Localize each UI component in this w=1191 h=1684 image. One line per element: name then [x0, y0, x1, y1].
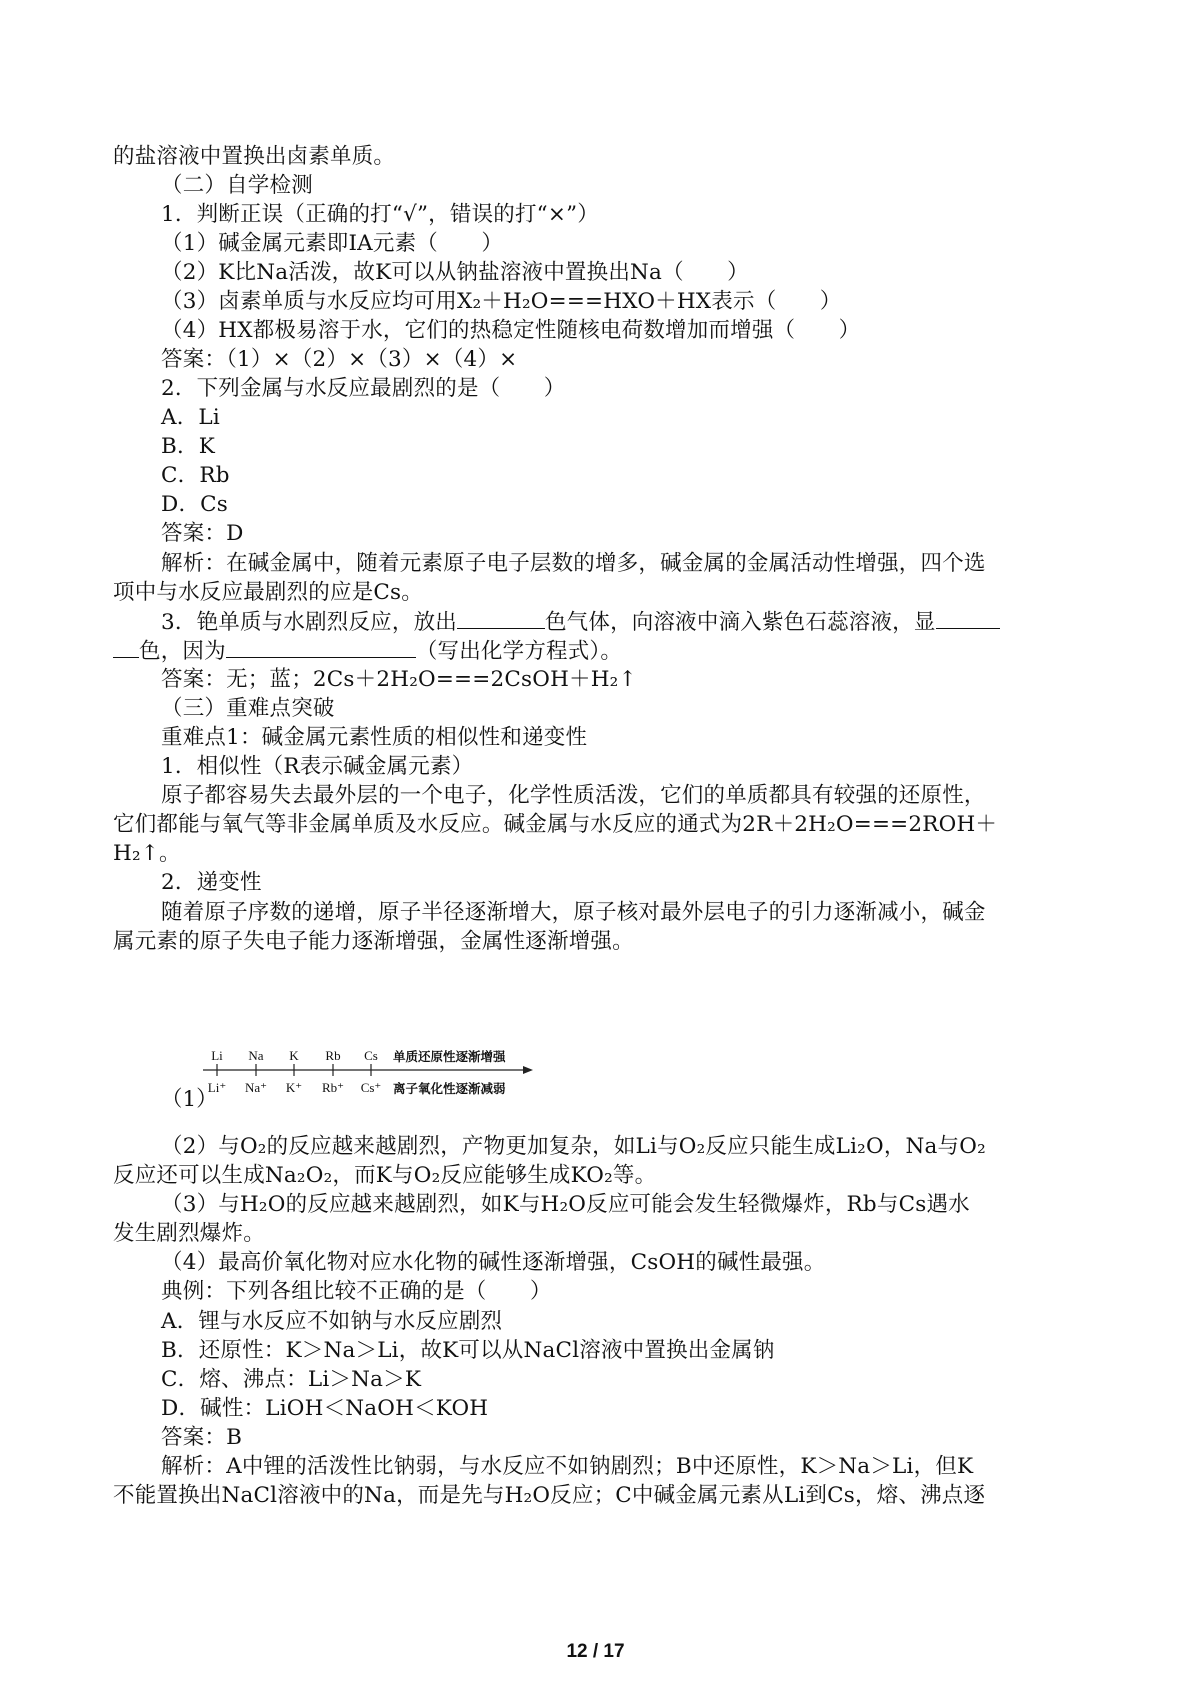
paragraph-line: 随着原子序数的递增，原子半径逐渐增大，原子核对最外层电子的引力逐渐减小，碱金 — [161, 900, 986, 925]
option-a: A．锂与水反应不如钠与水反应剧烈 — [161, 1309, 503, 1334]
paragraph-line: 原子都容易失去最外层的一个电子，化学性质活泼，它们的单质都具有较强的还原性， — [161, 783, 986, 808]
ion-label: Li⁺ — [207, 1080, 227, 1095]
option-c: C．熔、沸点：Li＞Na＞K — [161, 1367, 422, 1392]
option-c: C．Rb — [161, 463, 230, 488]
question-stem: 2．下列金属与水反应最剧烈的是（ ） — [161, 376, 566, 401]
fill-blank-question — [161, 608, 1141, 637]
answer-line: 答案：B — [161, 1425, 243, 1450]
topic-heading: 重难点1：碱金属元素性质的相似性和递变性 — [161, 725, 588, 750]
paragraph-line: （3）与H₂O的反应越来越剧烈，如K与H₂O反应可能会发生轻微爆炸，Rb与Cs遇水 — [161, 1192, 970, 1217]
question-item: （1）碱金属元素即ⅠA元素（ ） — [161, 231, 504, 256]
element-label: Na — [248, 1048, 264, 1063]
answer-blank — [226, 637, 416, 658]
answer-line: 答案：无；蓝；2Cs＋2H₂O===2CsOH＋H₂↑ — [161, 667, 637, 692]
option-d: D．碱性：LiOH＜NaOH＜KOH — [161, 1396, 489, 1421]
option-b: B．K — [161, 434, 215, 459]
element-label: Cs — [364, 1048, 378, 1063]
ion-label: K⁺ — [285, 1080, 303, 1095]
question-item: （4）HX都极易溶于水，它们的热稳定性随核电荷数增加而增强（ ） — [161, 318, 861, 343]
paragraph-line: 属元素的原子失电子能力逐渐增强，金属性逐渐增强。 — [113, 929, 634, 954]
option-b: B．还原性：K＞Na＞Li，故K可以从NaCl溶液中置换出金属钠 — [161, 1338, 775, 1363]
option-d: D．Cs — [161, 492, 229, 517]
arrow-head-icon — [523, 1066, 533, 1074]
section-heading: （三）重难点突破 — [161, 696, 335, 721]
answer-line: 答案：（1）×（2）×（3）×（4）× — [161, 347, 518, 372]
paragraph-line: （2）与O₂的反应越来越剧烈，产物更加复杂，如Li与O₂反应只能生成Li₂O，Na与O₂ — [161, 1134, 986, 1159]
example-stem: 典例：下列各组比较不正确的是（ ） — [161, 1279, 552, 1304]
question-stem: 1．判断正误（正确的打“√”，错误的打“×”） — [161, 202, 599, 227]
answer-line: 答案：D — [161, 521, 244, 546]
element-label: Rb — [325, 1048, 341, 1063]
element-label: Li — [211, 1048, 223, 1063]
paragraph-line: H₂↑。 — [113, 841, 181, 866]
subheading: 2．递变性 — [161, 870, 262, 895]
question-item: （3）卤素单质与水反应均可用X₂＋H₂O===HXO＋HX表示（ ） — [161, 289, 842, 314]
ion-label: Rb⁺ — [321, 1080, 345, 1095]
trend-diagram — [161, 1046, 591, 1112]
page-number: 12 / 17 — [566, 1641, 625, 1662]
paragraph-line: 反应还可以生成Na₂O₂，而K与O₂反应能够生成KO₂等。 — [113, 1163, 657, 1188]
section-heading: （二）自学检测 — [161, 173, 313, 198]
option-a: A．Li — [161, 405, 220, 430]
item-number: （1） — [161, 1087, 218, 1112]
question-text: 3．铯单质与水剧烈反应，放出 — [161, 610, 457, 635]
answer-blank — [457, 608, 545, 629]
ion-label: Cs⁺ — [360, 1080, 382, 1095]
question-item: （2）K比Na活泼，故K可以从钠盐溶液中置换出Na（ ） — [161, 260, 749, 285]
trend-caption-bottom: 离子氧化性逐渐减弱 — [393, 1081, 506, 1096]
element-label: K — [289, 1048, 299, 1063]
trend-caption-top: 单质还原性逐渐增强 — [393, 1049, 506, 1064]
answer-blank — [113, 637, 139, 658]
paragraph-line: 它们都能与氧气等非金属单质及水反应。碱金属与水反应的通式为2R＋2H₂O===2ROH＋ — [113, 812, 998, 837]
paragraph-line: （4）最高价氧化物对应水化物的碱性逐渐增强，CsOH的碱性最强。 — [161, 1250, 826, 1275]
question-text: 色气体，向溶液中滴入紫色石蕊溶液，显 — [544, 610, 936, 635]
trend-arrow-figure — [161, 1046, 591, 1112]
text-line: 的盐溶液中置换出卤素单质。 — [113, 144, 396, 169]
question-text: 色，因为 — [139, 639, 226, 664]
answer-blank — [936, 608, 1000, 629]
explanation-line: 不能置换出NaCl溶液中的Na，而是先与H₂O反应；C中碱金属元素从Li到Cs，熔、沸点逐 — [113, 1483, 986, 1508]
subheading: 1．相似性（R表示碱金属元素） — [161, 754, 474, 779]
question-text: （写出化学方程式）。 — [415, 639, 623, 664]
fill-blank-question — [113, 637, 1093, 666]
explanation-line: 解析：在碱金属中，随着元素原子电子层数的增多，碱金属的金属活动性增强，四个选 — [161, 551, 986, 576]
explanation-line: 解析：A中锂的活泼性比钠弱，与水反应不如钠剧烈；B中还原性，K＞Na＞Li，但K — [161, 1454, 974, 1479]
explanation-line: 项中与水反应最剧烈的应是Cs。 — [113, 580, 423, 605]
paragraph-line: 发生剧烈爆炸。 — [113, 1221, 265, 1246]
ion-label: Na⁺ — [244, 1080, 268, 1095]
